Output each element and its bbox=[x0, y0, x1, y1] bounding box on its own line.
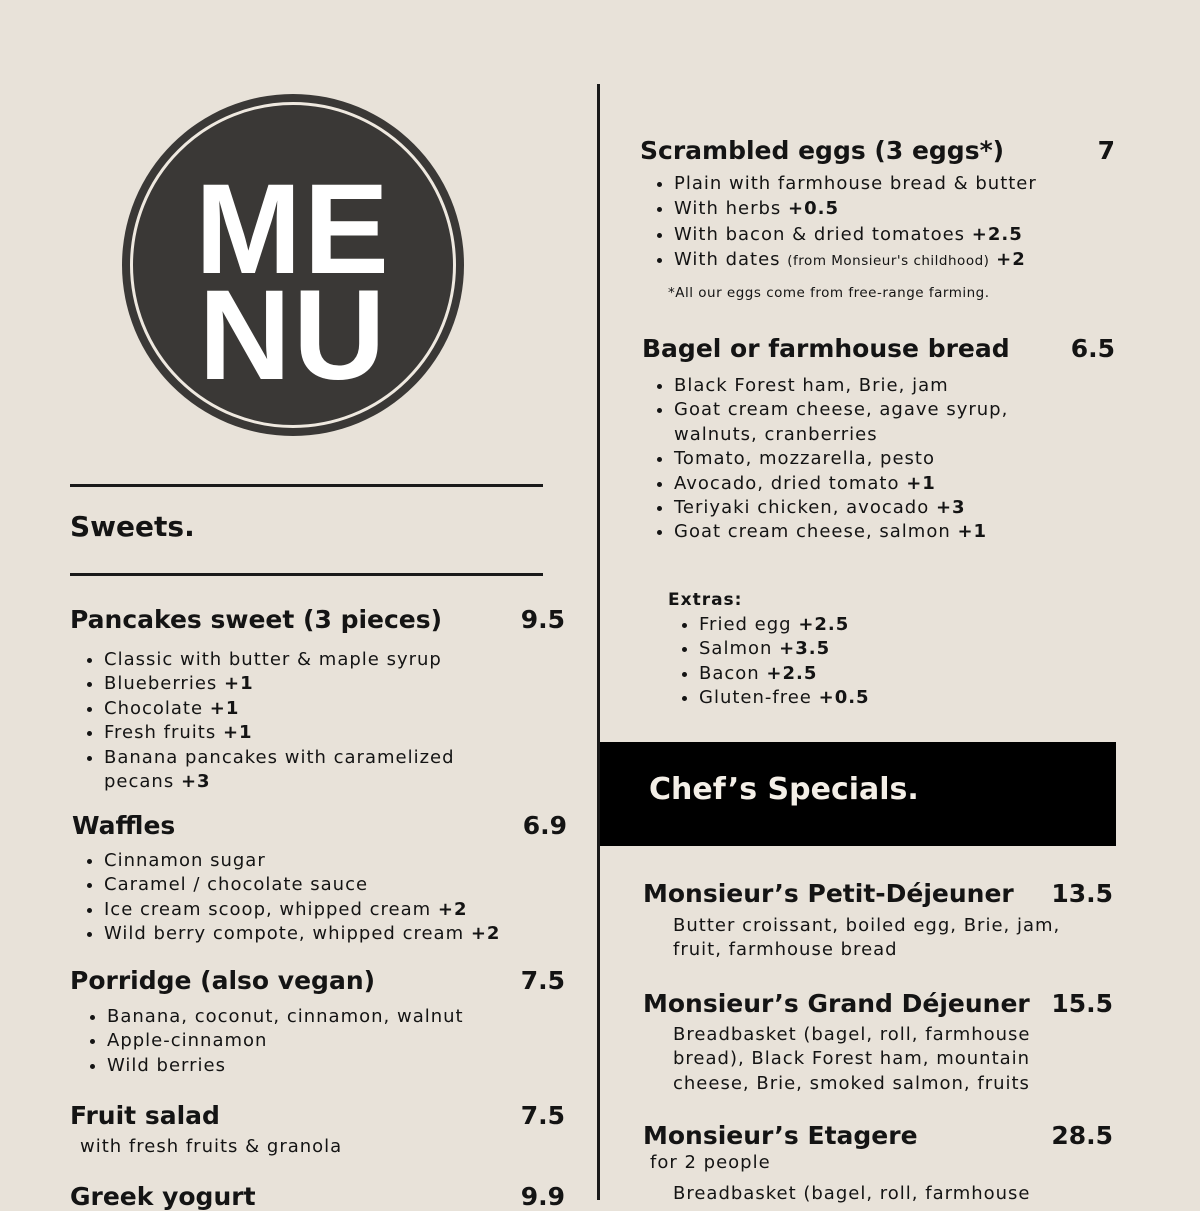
list-item: • Banana, coconut, cinnamon, walnut bbox=[107, 1005, 547, 1029]
list-item: • Black Forest ham, Brie, jam bbox=[674, 374, 1054, 398]
list-item: • Tomato, mozzarella, pesto bbox=[674, 447, 1054, 471]
bagel-options bbox=[642, 374, 1054, 545]
waffles-title: Waffles bbox=[72, 811, 176, 840]
scrambled-eggs-title: Scrambled eggs (3 eggs*) bbox=[640, 136, 1005, 165]
list-item: • With herbs +0.5 bbox=[674, 197, 1114, 222]
specials-banner bbox=[600, 742, 1116, 846]
waffles-price: 6.9 bbox=[522, 811, 567, 840]
sweets-rule-bottom bbox=[70, 573, 543, 576]
specials-heading: Chef’s Specials. bbox=[649, 772, 919, 807]
porridge-price: 7.5 bbox=[520, 966, 565, 995]
list-item: • Plain with farmhouse bread & butter bbox=[674, 172, 1114, 197]
etagere-subtitle: for 2 people bbox=[650, 1152, 771, 1173]
pancakes-price: 9.5 bbox=[520, 605, 565, 634]
list-item: • Fried egg +2.5 bbox=[699, 613, 999, 637]
etagere-title: Monsieur’s Etagere bbox=[643, 1121, 918, 1150]
fruit-salad-description: with fresh fruits & granola bbox=[80, 1136, 343, 1157]
list-item: • Ice cream scoop, whipped cream +2 bbox=[104, 898, 564, 922]
sweets-rule-top bbox=[70, 484, 543, 487]
logo-text-bottom: NU bbox=[198, 264, 388, 407]
column-divider bbox=[597, 84, 600, 1200]
fruit-salad-title: Fruit salad bbox=[70, 1101, 220, 1130]
list-item: • Avocado, dried tomato +1 bbox=[674, 472, 1054, 496]
pancakes-title: Pancakes sweet (3 pieces) bbox=[70, 605, 443, 634]
bagel-price: 6.5 bbox=[1070, 334, 1115, 363]
list-item: • Goat cream cheese, agave syrup, walnuts, cranberries bbox=[674, 398, 1054, 447]
grand-dejeuner-title: Monsieur’s Grand Déjeuner bbox=[643, 989, 1030, 1018]
etagere-description: Breadbasket (bagel, roll, farmhouse bbox=[673, 1183, 1031, 1204]
list-item: • Gluten-free +0.5 bbox=[699, 686, 999, 710]
list-item: • Caramel / chocolate sauce bbox=[104, 873, 564, 897]
waffles-options bbox=[72, 849, 564, 947]
list-item: • Fresh fruits +1 bbox=[104, 721, 504, 745]
list-item: • Chocolate +1 bbox=[104, 697, 504, 721]
list-item: • Wild berries bbox=[107, 1054, 547, 1078]
list-item: • Blueberries +1 bbox=[104, 672, 504, 696]
porridge-title: Porridge (also vegan) bbox=[70, 966, 376, 995]
grand-dejeuner-description: Breadbasket (bagel, roll, farmhouse bread), Black Forest ham, mountain cheese, Brie, smoked salmon, fruits bbox=[673, 1024, 1031, 1094]
greek-yogurt-title: Greek yogurt bbox=[70, 1182, 256, 1211]
list-item: • Goat cream cheese, salmon +1 bbox=[674, 520, 1054, 544]
logo-text-top: ME bbox=[195, 158, 391, 301]
list-item: • Wild berry compote, whipped cream +2 bbox=[104, 922, 564, 946]
list-item: • Classic with butter & maple syrup bbox=[104, 648, 504, 672]
list-item: • Banana pancakes with caramelized pecans +3 bbox=[104, 746, 504, 795]
petit-dejeuner-price: 13.5 bbox=[1051, 879, 1113, 908]
bagel-title: Bagel or farmhouse bread bbox=[642, 334, 1010, 363]
fruit-salad-price: 7.5 bbox=[520, 1101, 565, 1130]
list-item: • Teriyaki chicken, avocado +3 bbox=[674, 496, 1054, 520]
eggs-footnote: *All our eggs come from free-range farming. bbox=[668, 285, 990, 301]
list-item: • With dates (from Monsieur's childhood) +2 bbox=[674, 248, 1114, 273]
extras-label: Extras: bbox=[668, 590, 743, 610]
greek-yogurt-price: 9.9 bbox=[520, 1182, 565, 1211]
petit-dejeuner-title: Monsieur’s Petit-Déjeuner bbox=[643, 879, 1014, 908]
pancakes-options bbox=[72, 648, 504, 794]
scrambled-eggs-price: 7 bbox=[1097, 136, 1115, 165]
list-item: • Cinnamon sugar bbox=[104, 849, 564, 873]
list-item: • With bacon & dried tomatoes +2.5 bbox=[674, 223, 1114, 248]
list-item: • Apple-cinnamon bbox=[107, 1029, 547, 1053]
extras-options bbox=[667, 613, 999, 711]
porridge-options bbox=[75, 1005, 547, 1078]
list-item: • Salmon +3.5 bbox=[699, 637, 999, 661]
scrambled-eggs-options bbox=[642, 172, 1114, 274]
grand-dejeuner-price: 15.5 bbox=[1051, 989, 1113, 1018]
menu-logo bbox=[122, 94, 464, 436]
list-item: • Bacon +2.5 bbox=[699, 662, 999, 686]
petit-dejeuner-description: Butter croissant, boiled egg, Brie, jam, fruit, farmhouse bread bbox=[673, 915, 1061, 961]
sweets-heading: Sweets. bbox=[70, 510, 195, 543]
etagere-price: 28.5 bbox=[1051, 1121, 1113, 1150]
